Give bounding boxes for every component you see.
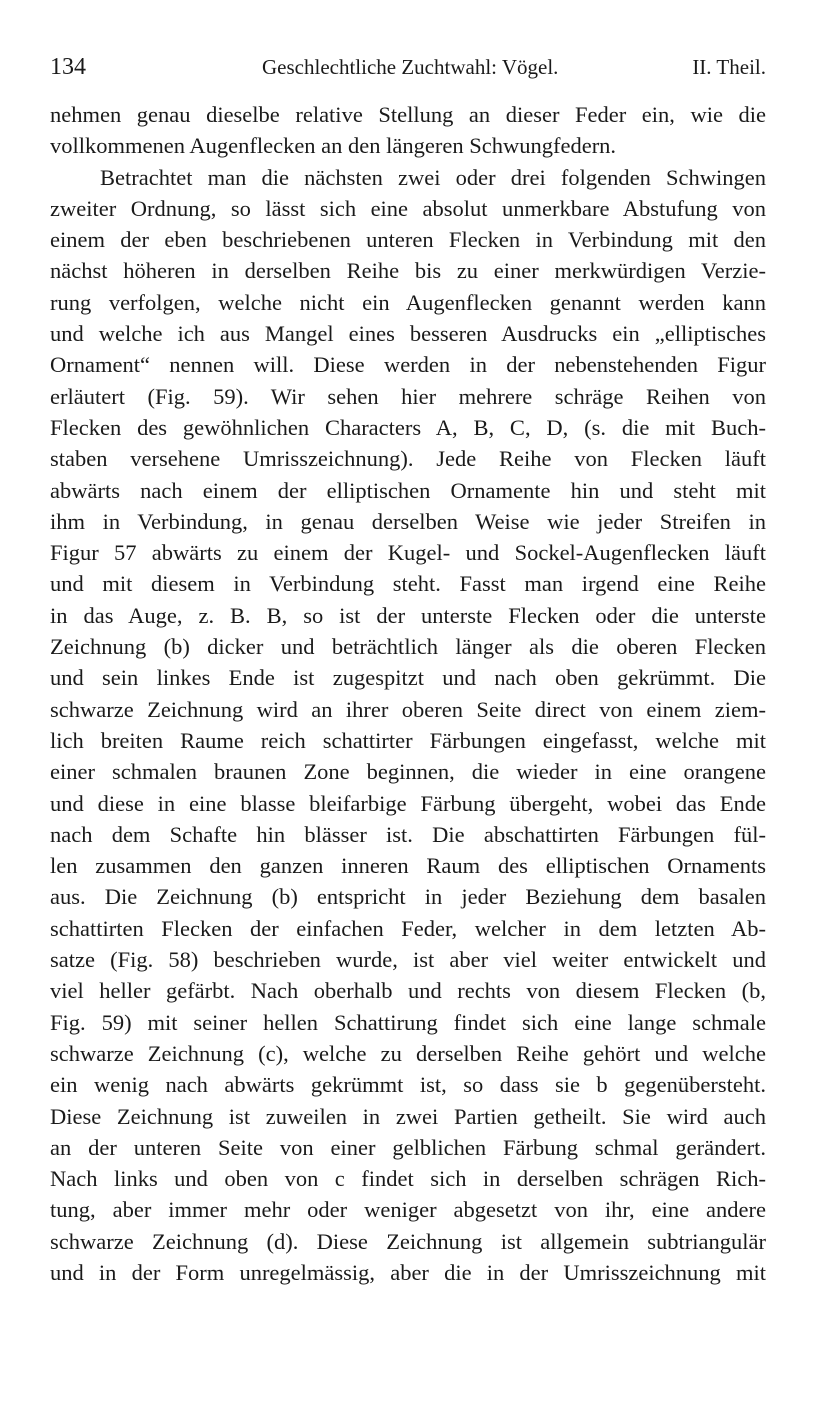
text-line: zweiter Ordnung, so lässt sich eine absolut unmerkbare Abstufung von	[50, 195, 766, 221]
text-line: len zusammen den ganzen inneren Raum des elliptischen Ornaments	[50, 853, 766, 879]
text-line: Diese Zeichnung ist zuweilen in zwei Partien getheilt. Sie wird auch	[50, 1103, 766, 1129]
text-line: schwarze Zeichnung (d). Diese Zeichnung ist allgemein subtriangulär	[50, 1228, 766, 1254]
paragraph-first-line: Betrachtet man die nächsten zwei oder drei folgenden Schwingen	[100, 164, 766, 190]
text-line: und in der Form unregelmässig, aber die in der Umrisszeichnung mit	[50, 1259, 766, 1285]
text-line: Fig. 59) mit seiner hellen Schattirung findet sich eine lange schmale	[50, 1009, 766, 1035]
page-header	[50, 52, 766, 82]
text-line: Zeichnung (b) dicker und beträchtlich länger als die oberen Flecken	[50, 634, 766, 660]
text-line: Flecken des gewöhnlichen Characters A, B, C, D, (s. die mit Buch-	[50, 414, 766, 440]
text-line: nächst höheren in derselben Reihe bis zu einer merkwürdigen Verzie-	[50, 258, 766, 284]
text-line: satze (Fig. 58) beschrieben wurde, ist aber viel weiter entwickelt und	[50, 947, 766, 973]
text-line: schwarze Zeichnung wird an ihrer oberen Seite direct von einem ziem-	[50, 696, 766, 722]
page-number: 134	[50, 54, 86, 80]
text-line: nehmen genau dieselbe relative Stellung an dieser Feder ein, wie die	[50, 102, 766, 127]
running-title: Geschlechtliche Zuchtwahl: Vögel.	[262, 55, 559, 79]
text-line: tung, aber immer mehr oder weniger abgesetzt von ihr, eine andere	[50, 1197, 766, 1223]
text-line: erläutert (Fig. 59). Wir sehen hier mehrere schräge Reihen von	[50, 383, 766, 409]
text-line: und welche ich aus Mangel eines besseren Ausdrucks ein „elliptisches	[50, 321, 766, 347]
text-line: Figur 57 abwärts zu einem der Kugel- und Sockel-Augenflecken läuft	[50, 540, 766, 566]
text-line: vollkommenen Augenflecken an den längeren Schwungfedern.	[50, 133, 617, 159]
body-text	[50, 99, 766, 1288]
text-line: einem der eben beschriebenen unteren Flecken in Verbindung mit den	[50, 227, 766, 253]
text-line: staben versehene Umrisszeichnung). Jede Reihe von Flecken läuft	[50, 446, 766, 472]
text-line: lich breiten Raume reich schattirter Färbungen eingefasst, welche mit	[50, 727, 766, 753]
text-line: schwarze Zeichnung (c), welche zu derselben Reihe gehört und welche	[50, 1040, 766, 1066]
text-line: in das Auge, z. B. B, so ist der unterste Flecken oder die unterste	[50, 602, 766, 628]
text-line: rung verfolgen, welche nicht ein Augenflecken genannt werden kann	[50, 289, 766, 315]
section-label: II. Theil.	[692, 55, 766, 79]
text-line: ein wenig nach abwärts gekrümmt ist, so dass sie b gegenübersteht.	[50, 1072, 766, 1098]
text-line: einer schmalen braunen Zone beginnen, die wieder in eine orangene	[50, 759, 766, 785]
text-line: nach dem Schafte hin blässer ist. Die abschattirten Färbungen fül-	[50, 821, 766, 847]
text-line: Ornament“ nennen will. Diese werden in der nebenstehenden Figur	[50, 352, 766, 378]
text-line: an der unteren Seite von einer gelblichen Färbung schmal gerändert.	[50, 1134, 766, 1160]
text-line: und sein linkes Ende ist zugespitzt und nach oben gekrümmt. Die	[50, 665, 766, 691]
text-line: und mit diesem in Verbindung steht. Fasst man irgend eine Reihe	[50, 571, 766, 597]
text-line: Nach links und oben von c findet sich in derselben schrägen Rich-	[50, 1166, 766, 1192]
text-line: aus. Die Zeichnung (b) entspricht in jeder Beziehung dem basalen	[50, 884, 766, 910]
text-line: abwärts nach einem der elliptischen Ornamente hin und steht mit	[50, 477, 766, 503]
text-line: schattirten Flecken der einfachen Feder, welcher in dem letzten Ab-	[50, 915, 766, 941]
text-line: und diese in eine blasse bleifarbige Färbung übergeht, wobei das Ende	[50, 790, 766, 816]
text-line: ihm in Verbindung, in genau derselben Weise wie jeder Streifen in	[50, 508, 766, 534]
text-line: viel heller gefärbt. Nach oberhalb und rechts von diesem Flecken (b,	[50, 978, 766, 1004]
